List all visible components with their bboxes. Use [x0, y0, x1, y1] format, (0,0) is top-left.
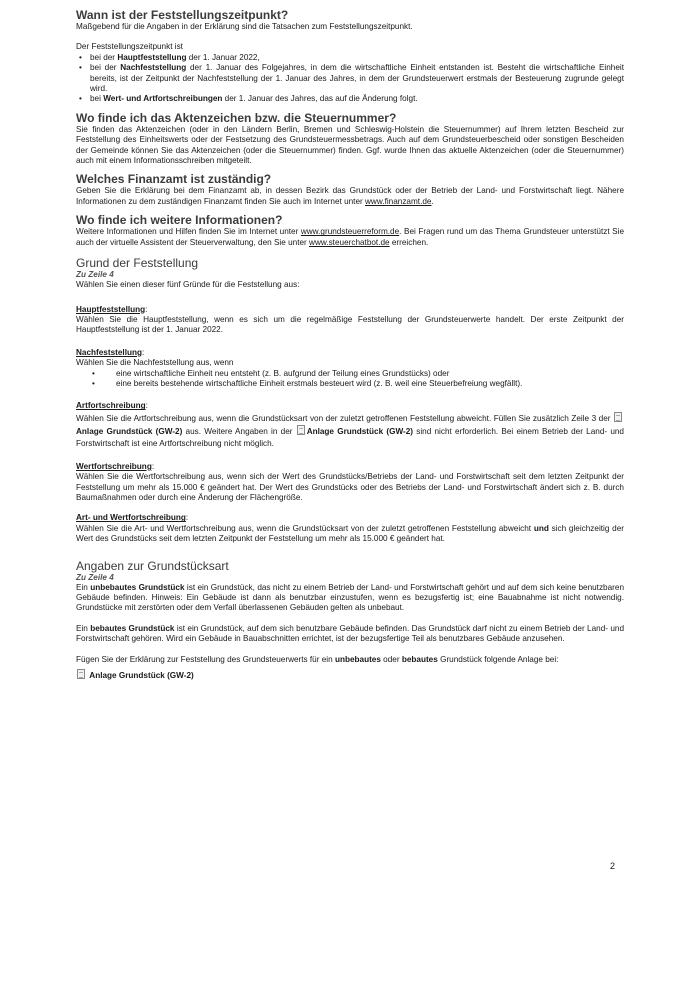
intro-feststellungszeitpunkt: Maßgebend für die Angaben in der Erklärung sind die Tatsachen zum Feststellungszeitpunkt.: [76, 22, 413, 31]
list-nachfeststellung: [76, 369, 624, 390]
document-icon: [297, 425, 305, 435]
anlage-link[interactable]: Anlage Grundstück (GW-2): [306, 426, 414, 436]
list-item: • bei Wert- und Artfortschreibungen der 1. Januar des Jahres, das auf die Änderung folgt.: [76, 94, 624, 104]
anlage-link[interactable]: Anlage Grundstück (GW-2): [89, 671, 194, 681]
subheading-zeile-4: Zu Zeile 4: [76, 572, 114, 582]
document-icon: [614, 412, 622, 422]
label-art-und-wertfortschreibung: Art- und Wertfortschreibung:: [76, 513, 189, 523]
list-item: • eine bereits bestehende wirtschaftliche Einheit erstmals besteuert wird (z. B. weil eine Steuerbefreiung wegfällt).: [76, 379, 624, 389]
text-artfortschreibung: Wählen Sie die Artfortschreibung aus, wenn die Grundstücksart von der zuletzt getroffenen Feststellung abweicht. Füllen Sie zusätzlich Zeile 3 der Anlage Grundstück (GW-2) aus. Weitere Angaben in der Anlage Grundstück (GW-2) sind nicht erforderlich. Bei einem Betrieb der Land- und Forstwirtschaft ist eine Artfortschreibung nicht möglich.: [76, 413, 624, 448]
text-unbebautes-grundstueck: Ein unbebautes Grundstück ist ein Grundstück, das nicht zu einem Betrieb der Land- und Forstwirtschaft gehört und auf dem sich keine benutzbaren Gebäude befinden. Hinweis: Ein Gebäude ist dann als benutzbar einzustufen, wenn es bezugsfertig ist; eine Bauabnahme ist nicht notwendig. Grundstücke mit zerstörten oder dem Verfall überlassenen Gebäuden gelten als unbebaut.: [76, 582, 624, 613]
heading-grundstuecksart: Angaben zur Grundstücksart: [76, 558, 229, 573]
anlage-grundstueck-item: [76, 669, 624, 681]
document-page: [76, 8, 624, 681]
text-weitere-informationen: Weitere Informationen und Hilfen finden Sie im Internet unter www.grundsteuerreform.de. Bei Fragen rund um das Thema Grundsteuer unterstützt Sie auch der virtuelle Assistent der Steuerverwaltung, den Sie unter www.steuerchatbot.de erreichen.: [76, 227, 624, 247]
label-artfortschreibung: Artfortschreibung:: [76, 401, 148, 411]
text-nachfeststellung: Wählen Sie die Nachfeststellung aus, wenn: [76, 358, 234, 368]
text-anlage-beifuegen: Fügen Sie der Erklärung zur Feststellung des Grundsteuerwerts für ein unbebautes oder bebautes Grundstück folgende Anlage bei:: [76, 654, 559, 664]
heading-feststellungszeitpunkt: Wann ist der Feststellungszeitpunkt?: [76, 8, 289, 22]
list-item: • bei der Nachfeststellung der 1. Januar des Folgejahres, in dem die wirtschaftliche Einheit entstanden ist. Besteht die wirtschaftliche Einheit bereits, ist der Zeitpunkt der Nachfeststellung der 1. Januar des Jahres, in dem der Grundsteuerwert erstmals der Besteuerung zugrunde gelegt wird.: [76, 63, 624, 94]
label-nachfeststellung: Nachfeststellung:: [76, 347, 145, 357]
text-wertfortschreibung: Wählen Sie die Wertfortschreibung aus, wenn sich der Wert des Grundstücks/Betriebs der Land- und Forstwirtschaft seit dem letzten Zeitpunkt der Feststellung um mehr als 15.000 € geändert hat. Der Wert des Grundstücks oder des Betriebs der Land- und Forstwirtschaft ändert sich z. B. durch Baumaßnahmen oder durch eine Änderung der Flächengröße.: [76, 472, 624, 502]
list-item: • eine wirtschaftliche Einheit neu entsteht (z. B. aufgrund der Teilung eines Grundstücks) oder: [76, 369, 624, 379]
anlage-link[interactable]: Anlage Grundstück (GW-2): [76, 426, 183, 436]
link-finanzamt[interactable]: www.finanzamt.de: [365, 196, 432, 206]
text-aktenzeichen: Sie finden das Aktenzeichen (oder in den Ländern Berlin, Bremen und Schleswig-Holstein die Steuernummer) auf Ihrem letzten Bescheid zur Feststellung des Einheitswerts oder der Festsetzung des Grundsteuermessbetrags. Auch auf dem Grundsteuerbescheid oder sonstigen Bescheiden der Gemeinde können Sie das Aktenzeichen (oder die Steuernummer) finden. Ggf. wurde Ihnen das aktuelle Aktenzeichen (oder die Steuernummer) auch mit einem Informationsschreiben mitgeteilt.: [76, 124, 624, 166]
text-finanzamt: Geben Sie die Erklärung bei dem Finanzamt ab, in dessen Bezirk das Grundstück oder der Betrieb der Land- und Forstwirtschaft liegt. Nähere Informationen zu dem zuständigen Finanzamt finden Sie auch im Internet unter www.finanzamt.de.: [76, 186, 624, 206]
lead-feststellungszeitpunkt: Der Feststellungszeitpunkt ist: [76, 42, 183, 52]
subheading-zeile-4: Zu Zeile 4: [76, 270, 114, 280]
heading-aktenzeichen: Wo finde ich das Aktenzeichen bzw. die Steuernummer?: [76, 110, 397, 125]
text-hauptfeststellung: Wählen Sie die Hauptfeststellung, wenn es sich um die regelmäßige Feststellung der Grundsteuerwerte handelt. Der erste Zeitpunkt der Hauptfeststellung ist der 1. Januar 2022.: [76, 314, 624, 335]
label-hauptfeststellung: Hauptfeststellung:: [76, 304, 148, 314]
intro-grund: Wählen Sie einen dieser fünf Gründe für die Feststellung aus:: [76, 280, 300, 290]
list-item: • bei der Hauptfeststellung der 1. Januar 2022,: [76, 53, 624, 63]
text-art-und-wertfortschreibung: Wählen Sie die Art- und Wertfortschreibung aus, wenn die Grundstücksart von der zuletzt getroffenen Feststellung abweicht und sich gleichzeitig der Wert des Grundstücks seit dem letzten Zeitpunkt der Feststellung um mehr als 15.000 € geändert hat.: [76, 523, 624, 544]
list-feststellungszeitpunkt: [76, 53, 624, 105]
heading-grund-der-feststellung: Grund der Feststellung: [76, 256, 199, 271]
document-icon: [77, 669, 85, 679]
label-wertfortschreibung: Wertfortschreibung:: [76, 461, 155, 471]
link-steuerchatbot[interactable]: www.steuerchatbot.de: [309, 237, 390, 247]
text-bebautes-grundstueck: Ein bebautes Grundstück ist ein Grundstück, auf dem sich benutzbare Gebäude befinden. Das Grundstück darf nicht zu einem Betrieb der Land- und Forstwirtschaft gehören. Wird ein Gebäude in Bauabschnitten errichtet, ist der bezugsfertige Teil als benutzbares Gebäude anzusehen.: [76, 623, 625, 644]
page-number: 2: [610, 861, 616, 871]
link-grundsteuerreform[interactable]: www.grundsteuerreform.de: [300, 227, 400, 237]
heading-weitere-informationen: Wo finde ich weitere Informationen?: [76, 213, 283, 228]
heading-finanzamt: Welches Finanzamt ist zuständig?: [76, 172, 272, 187]
